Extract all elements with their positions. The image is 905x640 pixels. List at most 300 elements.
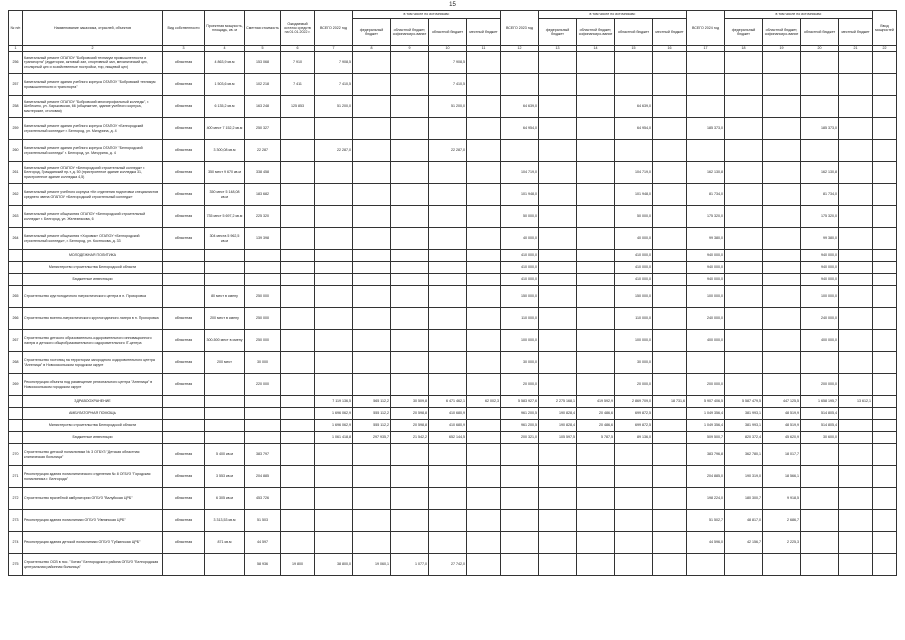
remainder-cell bbox=[281, 510, 315, 532]
ownership-cell bbox=[163, 286, 205, 308]
row-number-cell bbox=[9, 408, 23, 420]
amount-cell: 20 486,6 bbox=[577, 408, 615, 420]
amount-cell bbox=[467, 162, 501, 184]
amount-cell bbox=[839, 554, 873, 576]
amount-cell: 961 200,5 bbox=[501, 420, 539, 432]
amount-cell bbox=[873, 274, 897, 286]
ownership-cell: областная bbox=[163, 444, 205, 466]
row-number-cell: 261 bbox=[9, 162, 23, 184]
section-row bbox=[9, 396, 897, 408]
remainder-cell bbox=[281, 274, 315, 286]
table-body bbox=[9, 52, 897, 576]
header-obl-2022: областной бюджет bbox=[429, 19, 467, 46]
capacity-cell: 300-500 мест в смену bbox=[205, 330, 245, 352]
estimate-cell: 250 327 bbox=[245, 118, 281, 140]
amount-cell: 27 742,0 bbox=[429, 554, 467, 576]
amount-cell: 514 805,4 bbox=[801, 420, 839, 432]
column-number: 5 bbox=[245, 46, 281, 52]
amount-cell bbox=[839, 162, 873, 184]
amount-cell: 400 000,0 bbox=[687, 330, 725, 352]
amount-cell: 652 144,5 bbox=[429, 432, 467, 444]
amount-cell: 2 275 168,1 bbox=[539, 396, 577, 408]
amount-cell: 100 000,0 bbox=[501, 330, 539, 352]
remainder-cell bbox=[281, 408, 315, 420]
amount-cell bbox=[315, 532, 353, 554]
amount-cell bbox=[577, 554, 615, 576]
amount-cell bbox=[467, 228, 501, 250]
remainder-cell bbox=[281, 374, 315, 396]
amount-cell: 30 000,0 bbox=[501, 352, 539, 374]
ownership-cell: областная bbox=[163, 96, 205, 118]
amount-cell bbox=[391, 510, 429, 532]
header-row-num: № п/п bbox=[9, 11, 23, 46]
object-name-cell: Капитальный ремонт здания учебного корпуса ОГАПОУ "Белгородский строительный колледж" г. Белгород, ул. Мичурина, д. 4 bbox=[23, 140, 163, 162]
amount-cell: 50 000,0 bbox=[615, 206, 653, 228]
capacity-cell: 400 мест 7 152,2 кв.м bbox=[205, 118, 245, 140]
ownership-cell bbox=[163, 250, 205, 262]
section-row bbox=[9, 274, 897, 286]
amount-cell: 99 380,0 bbox=[801, 228, 839, 250]
amount-cell: 162 130,8 bbox=[801, 162, 839, 184]
capacity-cell: 4 863,9 кв.м bbox=[205, 52, 245, 74]
amount-cell bbox=[353, 532, 391, 554]
amount-cell bbox=[801, 532, 839, 554]
estimate-cell bbox=[245, 274, 281, 286]
amount-cell: 62 002,3 bbox=[467, 396, 501, 408]
amount-cell bbox=[391, 444, 429, 466]
amount-cell bbox=[873, 96, 897, 118]
row-number-cell bbox=[9, 262, 23, 274]
object-name-cell: Строительство круглогодичного патриотического центра в п. Прохоровка bbox=[23, 286, 163, 308]
header-capacity: Проектная мощность, площадь, кв. м bbox=[205, 11, 245, 46]
amount-cell bbox=[801, 466, 839, 488]
amount-cell bbox=[577, 206, 615, 228]
amount-cell bbox=[467, 466, 501, 488]
amount-cell bbox=[763, 286, 801, 308]
section-label-cell: Министерство строительства Белгородской области bbox=[23, 262, 163, 274]
amount-cell bbox=[467, 432, 501, 444]
amount-cell bbox=[353, 250, 391, 262]
capacity-cell bbox=[205, 274, 245, 286]
amount-cell: 2 869 709,0 bbox=[615, 396, 653, 408]
amount-cell bbox=[873, 408, 897, 420]
amount-cell bbox=[653, 140, 687, 162]
row-number-cell: 268 bbox=[9, 352, 23, 374]
amount-cell bbox=[801, 510, 839, 532]
row-number-cell bbox=[9, 250, 23, 262]
table-row bbox=[9, 286, 897, 308]
amount-cell bbox=[353, 206, 391, 228]
amount-cell bbox=[653, 444, 687, 466]
amount-cell bbox=[839, 330, 873, 352]
amount-cell bbox=[539, 228, 577, 250]
amount-cell bbox=[391, 140, 429, 162]
amount-cell bbox=[353, 466, 391, 488]
amount-cell bbox=[873, 330, 897, 352]
amount-cell: 400 000,0 bbox=[801, 330, 839, 352]
object-name-cell: Капитальный ремонт ОГАПОУ «Белгородский строительный колледж» г. Белгород, Гражданский пр-т, д. 50 (пристроенное здание колледжа 31, пристроенное здание колледжа 4,5) bbox=[23, 162, 163, 184]
amount-cell: 410 000,0 bbox=[501, 274, 539, 286]
amount-cell: 22 287,0 bbox=[429, 140, 467, 162]
amount-cell bbox=[429, 184, 467, 206]
table-row bbox=[9, 162, 897, 184]
estimate-cell bbox=[245, 262, 281, 274]
table-row bbox=[9, 206, 897, 228]
object-name-cell: Строительство врачебной амбулатории ОГБУЗ "Валуйская ЦРБ" bbox=[23, 488, 163, 510]
amount-cell bbox=[315, 444, 353, 466]
amount-cell bbox=[467, 330, 501, 352]
amount-cell bbox=[577, 228, 615, 250]
column-number: 4 bbox=[205, 46, 245, 52]
amount-cell bbox=[501, 466, 539, 488]
amount-cell bbox=[653, 352, 687, 374]
amount-cell: 64 639,0 bbox=[501, 96, 539, 118]
amount-cell bbox=[467, 96, 501, 118]
amount-cell: 81 734,0 bbox=[687, 184, 725, 206]
amount-cell: 1 061 418,8 bbox=[315, 432, 353, 444]
capacity-cell: 80 мест в смену bbox=[205, 286, 245, 308]
amount-cell bbox=[839, 140, 873, 162]
amount-cell: 64 954,0 bbox=[615, 118, 653, 140]
amount-cell: 38 800,0 bbox=[315, 554, 353, 576]
amount-cell bbox=[839, 96, 873, 118]
row-number-cell: 269 bbox=[9, 374, 23, 396]
amount-cell: 30 000,0 bbox=[615, 352, 653, 374]
amount-cell bbox=[687, 52, 725, 74]
column-number: 2 bbox=[23, 46, 163, 52]
amount-cell: 200 000,0 bbox=[687, 374, 725, 396]
remainder-cell bbox=[281, 532, 315, 554]
amount-cell bbox=[839, 228, 873, 250]
ownership-cell: областная bbox=[163, 184, 205, 206]
amount-cell: 198 224,0 bbox=[687, 488, 725, 510]
ownership-cell: областная bbox=[163, 466, 205, 488]
amount-cell bbox=[763, 52, 801, 74]
amount-cell bbox=[577, 466, 615, 488]
amount-cell bbox=[429, 162, 467, 184]
capacity-cell bbox=[205, 374, 245, 396]
remainder-cell bbox=[281, 420, 315, 432]
amount-cell: 410 680,9 bbox=[429, 408, 467, 420]
remainder-cell bbox=[281, 184, 315, 206]
amount-cell bbox=[501, 488, 539, 510]
amount-cell bbox=[763, 374, 801, 396]
amount-cell bbox=[873, 262, 897, 274]
amount-cell bbox=[391, 52, 429, 74]
amount-cell: 20 598,8 bbox=[391, 408, 429, 420]
remainder-cell: 7 411 bbox=[281, 74, 315, 96]
estimate-cell bbox=[245, 432, 281, 444]
amount-cell: 410 000,0 bbox=[501, 262, 539, 274]
object-name-cell: Реконструкция здания поликлинического отделения № 8 ОГБУЗ "Городская поликлиника г. Белгорода" bbox=[23, 466, 163, 488]
amount-cell bbox=[353, 444, 391, 466]
amount-cell bbox=[315, 374, 353, 396]
amount-cell bbox=[839, 274, 873, 286]
object-name-cell: Капитальный ремонт общежития ОГАПОУ «Белгородский строительный колледж» г. Белгород, ул. Железнякова, 6 bbox=[23, 206, 163, 228]
amount-cell bbox=[653, 532, 687, 554]
column-number: 21 bbox=[839, 46, 873, 52]
amount-cell: 940 000,0 bbox=[801, 250, 839, 262]
capacity-cell bbox=[205, 250, 245, 262]
capacity-cell: 6 305 кв.м bbox=[205, 488, 245, 510]
row-number-cell: 275 bbox=[9, 554, 23, 576]
amount-cell bbox=[429, 308, 467, 330]
amount-cell: 565 112,2 bbox=[353, 396, 391, 408]
amount-cell bbox=[315, 330, 353, 352]
amount-cell: 410 000,0 bbox=[615, 250, 653, 262]
object-name-cell: Капитальный ремонт общежития «Хоровик» ОГАПОУ «Белгородский строительный колледж», г. Белгород, ул. Костюкова, д. 33 bbox=[23, 228, 163, 250]
amount-cell bbox=[763, 308, 801, 330]
estimate-cell: 453 726 bbox=[245, 488, 281, 510]
amount-cell: 820 372,4 bbox=[725, 432, 763, 444]
amount-cell bbox=[353, 308, 391, 330]
amount-cell bbox=[687, 554, 725, 576]
capacity-cell bbox=[205, 420, 245, 432]
amount-cell bbox=[539, 330, 577, 352]
amount-cell bbox=[801, 52, 839, 74]
amount-cell: 1 049 356,4 bbox=[687, 420, 725, 432]
amount-cell bbox=[615, 52, 653, 74]
amount-cell: 175 320,0 bbox=[687, 206, 725, 228]
amount-cell bbox=[653, 206, 687, 228]
amount-cell bbox=[615, 466, 653, 488]
table-row bbox=[9, 118, 897, 140]
amount-cell bbox=[467, 488, 501, 510]
estimate-cell: 51 503 bbox=[245, 510, 281, 532]
object-name-cell: Реконструкция объекта под размещение регионального центра "Ангелица" в Новооскольском городском округе bbox=[23, 374, 163, 396]
amount-cell bbox=[725, 330, 763, 352]
amount-cell bbox=[577, 140, 615, 162]
amount-cell bbox=[577, 74, 615, 96]
header-total-2023: ВСЕГО 2023 год bbox=[501, 11, 539, 46]
object-name-cell: Строительство военно-патриотического круглогодичного лагеря в п. Прохоровка bbox=[23, 308, 163, 330]
amount-cell: 64 954,0 bbox=[501, 118, 539, 140]
capacity-cell: 3 313,53 кв.м bbox=[205, 510, 245, 532]
section-row bbox=[9, 432, 897, 444]
section-row bbox=[9, 250, 897, 262]
amount-cell bbox=[391, 308, 429, 330]
row-number-cell bbox=[9, 420, 23, 432]
amount-cell bbox=[725, 352, 763, 374]
amount-cell bbox=[353, 184, 391, 206]
amount-cell bbox=[615, 74, 653, 96]
amount-cell bbox=[429, 330, 467, 352]
amount-cell: 514 805,4 bbox=[801, 408, 839, 420]
register-table bbox=[8, 10, 897, 576]
amount-cell: 383 796,8 bbox=[687, 444, 725, 466]
amount-cell bbox=[539, 488, 577, 510]
row-number-cell bbox=[9, 396, 23, 408]
amount-cell bbox=[839, 466, 873, 488]
amount-cell: 64 639,0 bbox=[615, 96, 653, 118]
amount-cell bbox=[839, 374, 873, 396]
amount-cell bbox=[653, 330, 687, 352]
amount-cell: 45 620,9 bbox=[763, 432, 801, 444]
estimate-cell: 204 885 bbox=[245, 466, 281, 488]
header-total-2022: ВСЕГО 2022 год bbox=[315, 11, 353, 46]
row-number-cell: 258 bbox=[9, 96, 23, 118]
amount-cell: 20 486,6 bbox=[577, 420, 615, 432]
object-name-cell: Строительство детского образовательно-оздоровительного инновационного лагеря и детского общеобразовательного оздоровительного IT-центра bbox=[23, 330, 163, 352]
amount-cell bbox=[873, 466, 897, 488]
column-number: 14 bbox=[577, 46, 615, 52]
amount-cell: 410 000,0 bbox=[501, 250, 539, 262]
amount-cell bbox=[539, 274, 577, 286]
amount-cell bbox=[873, 250, 897, 262]
amount-cell: 190 319,0 bbox=[725, 466, 763, 488]
amount-cell: 555 112,2 bbox=[353, 408, 391, 420]
amount-cell bbox=[873, 374, 897, 396]
amount-cell: 940 000,0 bbox=[687, 274, 725, 286]
header-name: Наименование заказчика, отраслей, объектов bbox=[23, 11, 163, 46]
amount-cell bbox=[429, 274, 467, 286]
amount-cell bbox=[353, 330, 391, 352]
amount-cell bbox=[501, 52, 539, 74]
page-number: 15 bbox=[449, 2, 456, 8]
row-number-cell: 262 bbox=[9, 184, 23, 206]
remainder-cell bbox=[281, 286, 315, 308]
amount-cell: 104 719,0 bbox=[501, 162, 539, 184]
amount-cell bbox=[725, 286, 763, 308]
column-number: 10 bbox=[429, 46, 467, 52]
amount-cell bbox=[615, 488, 653, 510]
amount-cell bbox=[315, 118, 353, 140]
header-obl-2024: областной бюджет bbox=[801, 19, 839, 46]
section-row bbox=[9, 408, 897, 420]
amount-cell: 20 000,0 bbox=[615, 374, 653, 396]
header-mest-2023: местный бюджет bbox=[653, 19, 687, 46]
amount-cell bbox=[467, 274, 501, 286]
column-number: 20 bbox=[801, 46, 839, 52]
table-row bbox=[9, 184, 897, 206]
amount-cell bbox=[725, 206, 763, 228]
amount-cell: 162 130,8 bbox=[687, 162, 725, 184]
amount-cell bbox=[687, 140, 725, 162]
ownership-cell bbox=[163, 432, 205, 444]
amount-cell bbox=[763, 140, 801, 162]
amount-cell: 1 696 062,9 bbox=[315, 420, 353, 432]
amount-cell bbox=[577, 510, 615, 532]
amount-cell bbox=[467, 118, 501, 140]
amount-cell bbox=[615, 510, 653, 532]
amount-cell bbox=[315, 286, 353, 308]
amount-cell bbox=[577, 162, 615, 184]
amount-cell: 30 509,8 bbox=[391, 396, 429, 408]
section-row bbox=[9, 420, 897, 432]
row-number-cell: 272 bbox=[9, 488, 23, 510]
table-row bbox=[9, 510, 897, 532]
amount-cell bbox=[653, 488, 687, 510]
amount-cell: 1 658 195,7 bbox=[801, 396, 839, 408]
amount-cell bbox=[873, 206, 897, 228]
table-row bbox=[9, 96, 897, 118]
column-number: 18 bbox=[725, 46, 763, 52]
amount-cell bbox=[725, 262, 763, 274]
amount-cell bbox=[315, 308, 353, 330]
amount-cell bbox=[577, 444, 615, 466]
amount-cell bbox=[467, 420, 501, 432]
amount-cell: 2 686,7 bbox=[763, 510, 801, 532]
amount-cell bbox=[577, 250, 615, 262]
amount-cell bbox=[725, 184, 763, 206]
header-cofin-2022: областной бюджет, софинансиро-вание bbox=[391, 19, 429, 46]
amount-cell bbox=[839, 510, 873, 532]
amount-cell bbox=[763, 118, 801, 140]
remainder-cell: 7 910 bbox=[281, 52, 315, 74]
capacity-cell: 350 мест 9 670 кв.м bbox=[205, 162, 245, 184]
amount-cell bbox=[653, 52, 687, 74]
amount-cell bbox=[653, 374, 687, 396]
amount-cell bbox=[539, 250, 577, 262]
amount-cell bbox=[653, 510, 687, 532]
amount-cell bbox=[391, 118, 429, 140]
amount-cell: 110 000,0 bbox=[501, 308, 539, 330]
ownership-cell bbox=[163, 408, 205, 420]
amount-cell bbox=[687, 96, 725, 118]
amount-cell: 410 000,0 bbox=[615, 262, 653, 274]
amount-cell bbox=[577, 330, 615, 352]
amount-cell bbox=[763, 274, 801, 286]
capacity-cell: 304 места 5 962,5 кв.м bbox=[205, 228, 245, 250]
amount-cell bbox=[315, 262, 353, 274]
amount-cell bbox=[315, 228, 353, 250]
estimate-cell: 30 000 bbox=[245, 352, 281, 374]
amount-cell bbox=[429, 250, 467, 262]
amount-cell bbox=[501, 140, 539, 162]
capacity-cell: 5 400 кв.м bbox=[205, 444, 245, 466]
amount-cell bbox=[315, 250, 353, 262]
table-row bbox=[9, 444, 897, 466]
estimate-cell: 250 000 bbox=[245, 308, 281, 330]
amount-cell: 699 872,5 bbox=[615, 420, 653, 432]
amount-cell bbox=[391, 184, 429, 206]
amount-cell: 18 566,1 bbox=[763, 466, 801, 488]
amount-cell: 940 000,0 bbox=[687, 250, 725, 262]
ownership-cell bbox=[163, 554, 205, 576]
amount-cell: 2 225,3 bbox=[763, 532, 801, 554]
amount-cell bbox=[839, 262, 873, 274]
amount-cell: 200 000,0 bbox=[801, 374, 839, 396]
amount-cell bbox=[873, 52, 897, 74]
amount-cell bbox=[653, 420, 687, 432]
amount-cell bbox=[763, 162, 801, 184]
amount-cell bbox=[653, 274, 687, 286]
amount-cell bbox=[429, 532, 467, 554]
amount-cell bbox=[353, 510, 391, 532]
amount-cell bbox=[391, 286, 429, 308]
amount-cell bbox=[539, 352, 577, 374]
amount-cell bbox=[725, 96, 763, 118]
amount-cell bbox=[391, 162, 429, 184]
amount-cell bbox=[873, 308, 897, 330]
remainder-cell bbox=[281, 444, 315, 466]
amount-cell bbox=[801, 74, 839, 96]
capacity-cell bbox=[205, 432, 245, 444]
header-mest-2022: местный бюджет bbox=[467, 19, 501, 46]
section-label-cell: АМБУЛАТОРНАЯ ПОМОЩЬ bbox=[23, 408, 163, 420]
amount-cell: 555 112,2 bbox=[353, 420, 391, 432]
amount-cell bbox=[429, 352, 467, 374]
amount-cell bbox=[873, 444, 897, 466]
amount-cell bbox=[539, 308, 577, 330]
object-name-cell: Строительство детской поликлиники № 3 ОГБУЗ "Детская областная клиническая больница" bbox=[23, 444, 163, 466]
amount-cell: 100 000,0 bbox=[687, 286, 725, 308]
amount-cell: 7 119 136,5 bbox=[315, 396, 353, 408]
amount-cell: 381 993,1 bbox=[725, 420, 763, 432]
amount-cell bbox=[839, 444, 873, 466]
amount-cell bbox=[839, 420, 873, 432]
amount-cell: 447 125,5 bbox=[763, 396, 801, 408]
